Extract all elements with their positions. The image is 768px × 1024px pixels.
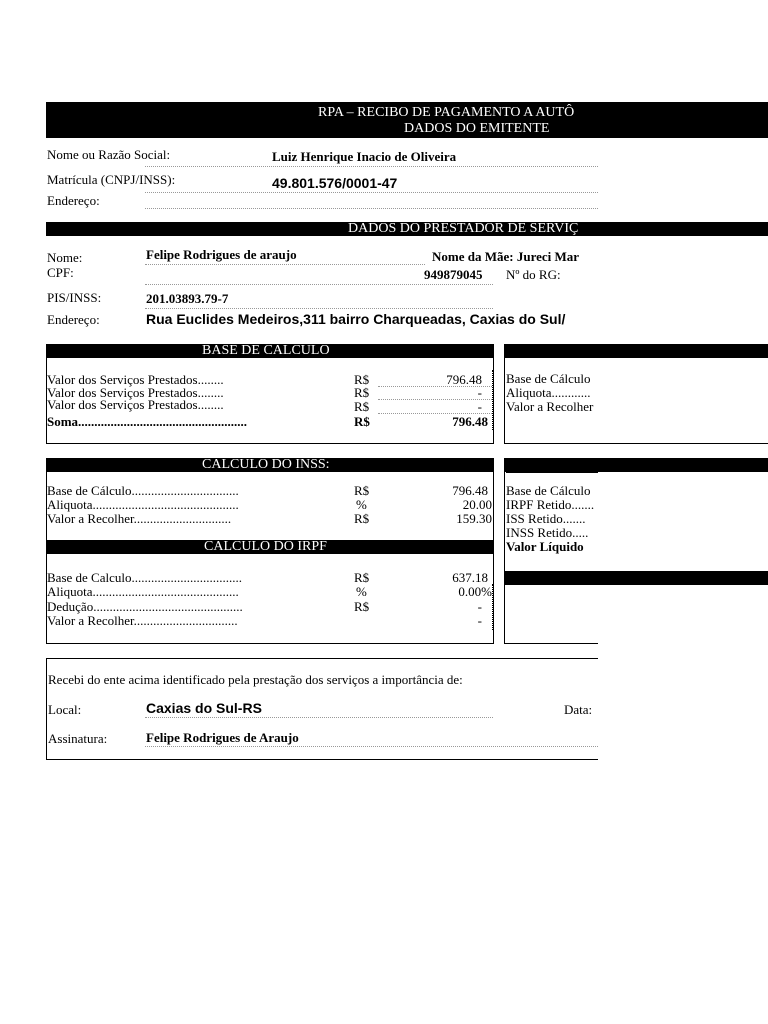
prestador-nome-line [145,264,425,265]
inss-row-1-value: 796.48 [452,483,488,498]
base-row-2-cur: R$ [354,385,370,400]
prestador-nome-value: Felipe Rodrigues de araujo [146,247,297,262]
base-row-3-cur: R$ [354,399,370,414]
prestador-pis-line [145,308,493,309]
irpf-row-4-label: Valor a Recolher................................ [47,613,238,628]
recibo-local-label: Local: [48,702,82,717]
base-row-3-value: - [477,399,482,414]
right-box-2-bar [504,458,768,472]
irpf-row-1-cur: R$ [354,570,370,585]
emitente-endereco-label: Endereço: [47,193,100,208]
base-value-separator [492,370,494,430]
emitente-matricula-line [145,192,598,193]
right-box-1-text [506,372,598,416]
prestador-section-bar [46,222,768,236]
recibo-assinatura-value: Felipe Rodrigues de Araujo [146,730,299,745]
prestador-cpf-line [145,284,493,285]
recibo-data-label: Data: [564,702,593,717]
emitente-nome-label: Nome ou Razão Social: [47,147,171,162]
header-bar [46,102,768,138]
prestador-section-title: DADOS DO PRESTADOR DE SERVIÇ [348,222,579,236]
prestador-endereco-value: Rua Euclides Medeiros,311 bairro Charqueadas, Caxias do Sul/ [146,311,566,327]
inss-row-1-cur: R$ [354,483,370,498]
irpf-row-1-label: Base de Calculo.................................. [47,570,242,585]
base-row-2-label: Valor dos Serviços Prestados........ [47,385,224,400]
base-calculo-title: BASE DE CALCULO [202,344,330,358]
recibo-texto: Recebi do ente acima identificado pela prestação dos serviços a importância de: [48,672,463,687]
emitente-nome-value: Luiz Henrique Inacio de Oliveira [272,149,457,164]
emitente-section-title: DADOS DO EMITENTE [404,121,550,136]
irpf-row-1-value: 637.18 [452,570,488,585]
right-box-2-row5: Valor Líquido [506,539,584,554]
inss-row-3-cur: R$ [354,511,370,526]
emitente-matricula-label: Matrícula (CNPJ/INSS): [47,172,176,187]
irpf-row-2-value: 0.00% [458,584,492,599]
prestador-nome-label: Nome: [47,250,83,265]
prestador-mae-label: Nome da Mãe: Jureci Mar [432,249,580,264]
right-box-2-row1: Base de Cálculo [506,484,591,498]
right-box-1-row2: Aliquota............ [506,385,591,400]
recibo-local-line [145,717,493,718]
irpf-row-3-label: Dedução.............................................. [47,599,243,614]
base-row-2-value: - [477,385,482,400]
irpf-row-3-cur: R$ [354,599,370,614]
prestador-cpf-label: CPF: [47,265,74,280]
irpf-row-2-label: Aliquota............................................. [47,584,239,599]
inss-row-2-value: 20.00 [462,497,492,512]
recibo-local-value: Caxias do Sul-RS [146,700,262,716]
inss-row-1-label: Base de Cálculo................................. [47,483,239,498]
prestador-pis-value: 201.03893.79-7 [146,291,229,306]
inss-bar [46,458,494,472]
right-box-2-row2: IRPF Retido....... [506,497,595,512]
prestador-endereco-wrap [146,311,598,329]
base-row-3-label: Valor dos Serviços Prestados........ [47,397,224,412]
inss-row-2-label: Aliquota............................................. [47,497,239,512]
right-box-2-row3: ISS Retido....... [506,511,586,526]
right-box-2-bottom-bar [504,571,768,585]
right-box-1-bar [504,344,768,358]
emitente-matricula-value: 49.801.576/0001-47 [272,175,398,191]
irpf-row-4-value: - [477,613,482,628]
prestador-cpf-value: 949879045 [424,267,483,282]
right-box-1-row3: Valor a Recolher [506,399,594,414]
prestador-mae-wrap [432,248,598,264]
inss-row-2-cur: % [356,497,367,512]
document-title: RPA – RECIBO DE PAGAMENTO A AUTÔ [318,105,575,120]
emitente-endereco-line [145,208,598,209]
irpf-row-2-cur: % [356,584,367,599]
recibo-assinatura-line [145,746,598,747]
right-box-1-row1: Base de Cálculo [506,372,591,386]
irpf-value-separator [492,584,494,630]
inss-row-3-label: Valor a Recolher.............................. [47,511,232,526]
base-row-1-value: 796.48 [446,372,482,387]
recibo-assinatura-label: Assinatura: [48,731,108,746]
right-box-2-inner-line [506,472,598,473]
irpf-bar [46,540,494,554]
prestador-rg-label: Nº do RG: [506,267,561,282]
inss-row-3-value: 159.30 [456,511,492,526]
base-calculo-bar [46,344,494,358]
inss-title: CALCULO DO INSS: [202,458,330,472]
irpf-title: CALCULO DO IRPF [204,540,327,554]
base-soma-label: Soma.................................................... [47,414,248,429]
prestador-pis-label: PIS/INSS: [47,290,102,305]
base-soma-cur: R$ [354,414,370,429]
base-row-1-label: Valor dos Serviços Prestados........ [47,372,224,387]
emitente-nome-line [145,166,598,167]
right-box-2-text [506,484,598,558]
prestador-endereco-label: Endereço: [47,312,100,327]
irpf-row-3-value: - [477,599,482,614]
base-soma-value: 796.48 [452,414,488,429]
right-box-2-row4: INSS Retido..... [506,525,589,540]
base-row-1-cur: R$ [354,372,370,387]
